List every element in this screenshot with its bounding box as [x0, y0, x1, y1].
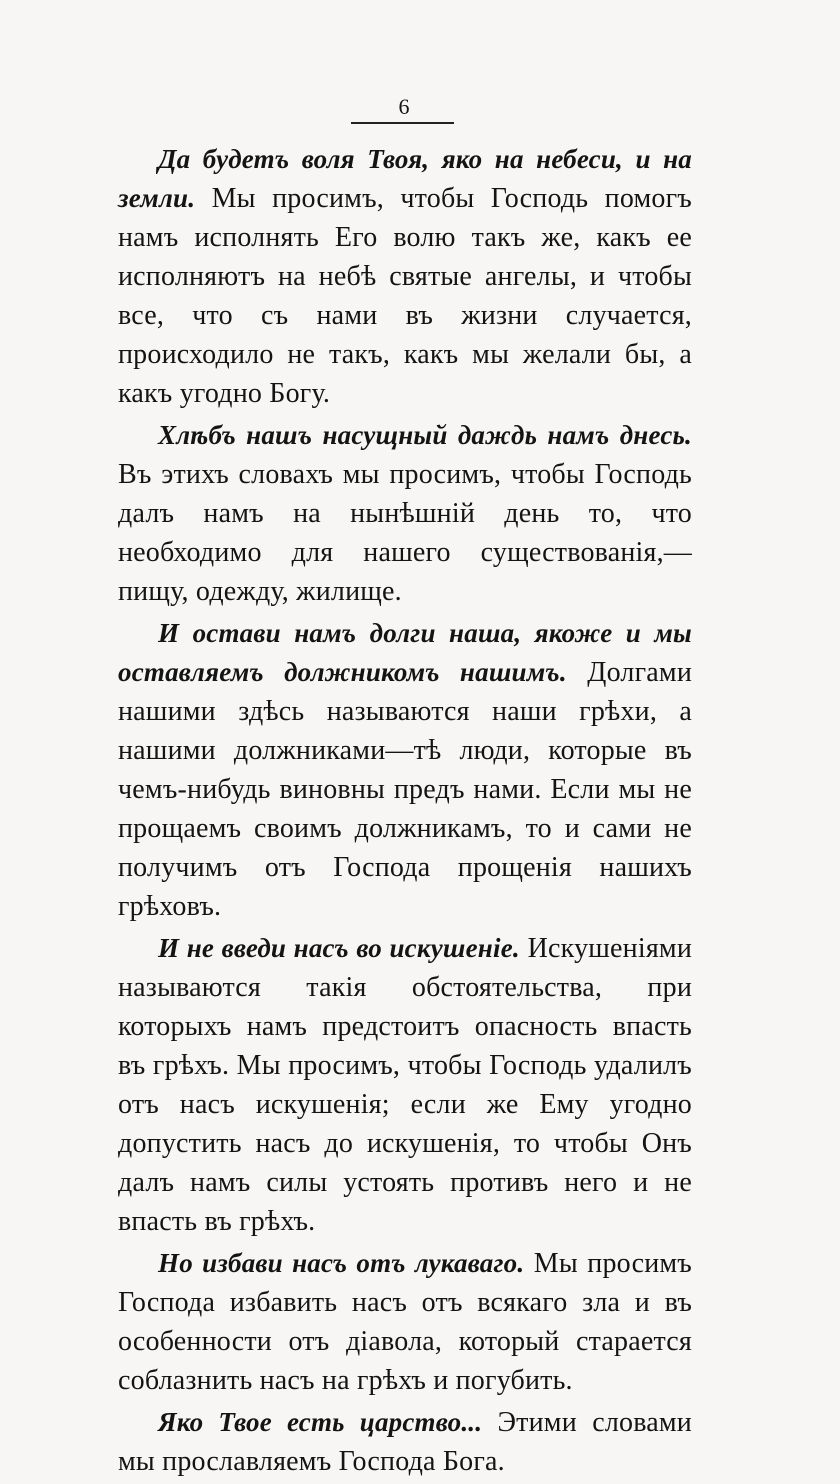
- paragraph-text: Мы просимъ Господа избавить насъ отъ всякаго зла и въ особенности отъ діавола, который старается соблазнить насъ на грѣхъ и погубить.: [118, 1248, 692, 1396]
- page-number: 6: [398, 94, 410, 119]
- body-text: [118, 140, 692, 1484]
- paragraph-forgive-debts: [118, 614, 692, 926]
- paragraph-deliver-evil: [118, 1244, 692, 1400]
- paragraph-thy-will: [118, 140, 692, 413]
- paragraph-kingdom: [118, 1403, 692, 1481]
- paragraph-lead: И остави намъ долги наша, якоже и мы оставляемъ должникомъ нашимъ.: [118, 618, 692, 687]
- paragraph-text: Мы просимъ, чтобы Господь помогъ намъ исполнять Его волю такъ же, какъ ее исполняютъ на небѣ святые ангелы, и чтобы все, что съ нами въ жизни случается, происходило не такъ, какъ мы желали бы, а какъ угодно Богу.: [118, 183, 692, 409]
- paragraph-text: Искушеніями называются такія обстоятельства, при которыхъ намъ предстоитъ опасность впасть въ грѣхъ. Мы просимъ, чтобы Господь удалилъ отъ насъ искушенія; если же Ему угодно допустить насъ до искушенія, то чтобы Онъ далъ намъ силы устоять противъ него и не впасть въ грѣхъ.: [118, 933, 692, 1237]
- paragraph-lead: Яко Твое есть царство...: [158, 1407, 483, 1437]
- paragraph-text: Въ этихъ словахъ мы просимъ, чтобы Господь далъ намъ на нынѣшній день то, что необходимо для нашего существованія,—пищу, одежду, жилище.: [118, 459, 692, 607]
- paragraph-lead: Но избави насъ отъ лукаваго.: [158, 1248, 525, 1278]
- header-rule: [351, 122, 454, 124]
- paragraph-lead: Хлѣбъ нашъ насущный даждь намъ днесь.: [158, 420, 692, 450]
- paragraph-text: Долгами нашими здѣсь называются наши грѣхи, а нашими должниками—тѣ люди, которые въ чемъ-нибудь виновны предъ нами. Если мы не прощаемъ своимъ должникамъ, то и сами не получимъ отъ Господа прощенія нашихъ грѣховъ.: [118, 657, 693, 922]
- paragraph-daily-bread: [118, 416, 692, 611]
- paragraph-lead: И не введи насъ во искушеніе.: [158, 933, 520, 963]
- paragraph-text: Этими словами мы прославляемъ Господа Бога.: [118, 1407, 692, 1477]
- paragraph-lead: Да будетъ воля Твоя, яко на небеси, и на земли.: [118, 144, 692, 213]
- paragraph-temptation: [118, 929, 692, 1241]
